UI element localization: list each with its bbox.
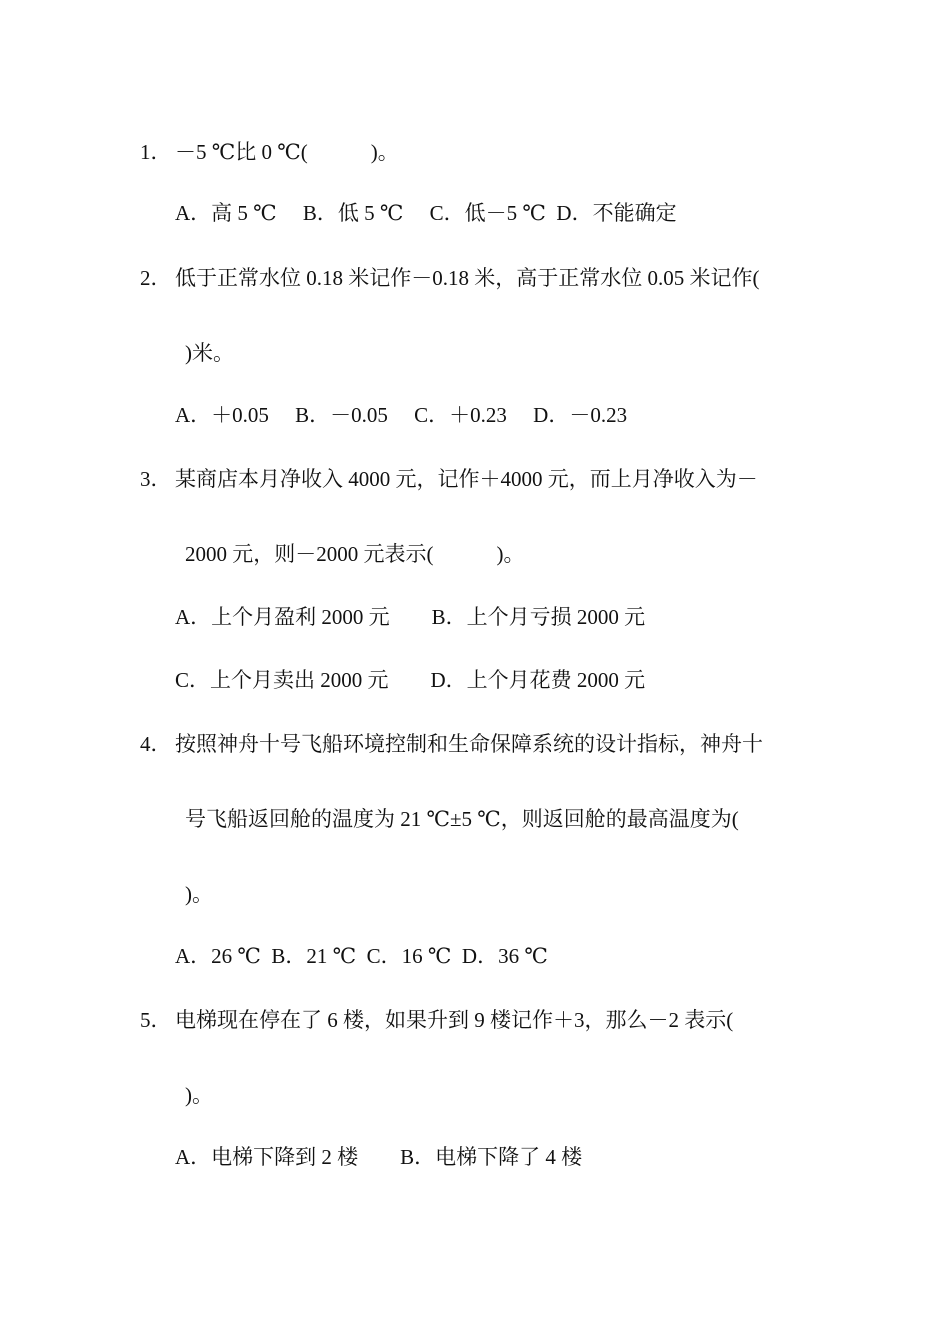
question-1-options: A．高 5 ℃ B．低 5 ℃ C．低－5 ℃ D．不能确定	[175, 201, 677, 225]
question-5-stem-line-1: 电梯现在停在了 6 楼，如果升到 9 楼记作＋3，那么－2 表示(	[175, 1008, 734, 1032]
question-2-number: 2．	[140, 266, 172, 290]
question-2-stem-line-2: )米。	[185, 341, 234, 365]
question-3-options-line-1: A．上个月盈利 2000 元 B．上个月亏损 2000 元	[175, 605, 646, 629]
question-3-stem-line-1: 某商店本月净收入 4000 元，记作＋4000 元，而上月净收入为－	[175, 467, 758, 491]
question-2-stem-line-1: 低于正常水位 0.18 米记作－0.18 米，高于正常水位 0.05 米记作(	[175, 266, 760, 290]
question-1-number: 1．	[140, 140, 172, 164]
question-4-number: 4．	[140, 732, 172, 756]
question-2-options: A．＋0.05 B．－0.05 C．＋0.23 D．－0.23	[175, 403, 628, 427]
question-4-stem-line-3: )。	[185, 882, 213, 906]
question-4-stem-line-1: 按照神舟十号飞船环境控制和生命保障系统的设计指标，神舟十	[175, 732, 763, 756]
question-4-options: A．26 ℃ B．21 ℃ C．16 ℃ D．36 ℃	[175, 944, 548, 968]
question-4-stem-line-2: 号飞船返回舱的温度为 21 ℃±5 ℃，则返回舱的最高温度为(	[185, 807, 739, 831]
question-3-number: 3．	[140, 467, 172, 491]
question-5-number: 5．	[140, 1008, 172, 1032]
question-3-stem-line-2: 2000 元，则－2000 元表示( )。	[185, 542, 525, 566]
question-3-options-line-2: C．上个月卖出 2000 元 D．上个月花费 2000 元	[175, 668, 646, 692]
question-5-options: A．电梯下降到 2 楼 B．电梯下降了 4 楼	[175, 1145, 583, 1169]
question-1-stem-line-1: －5 ℃比 0 ℃( )。	[175, 140, 399, 164]
question-5-stem-line-2: )。	[185, 1083, 213, 1107]
